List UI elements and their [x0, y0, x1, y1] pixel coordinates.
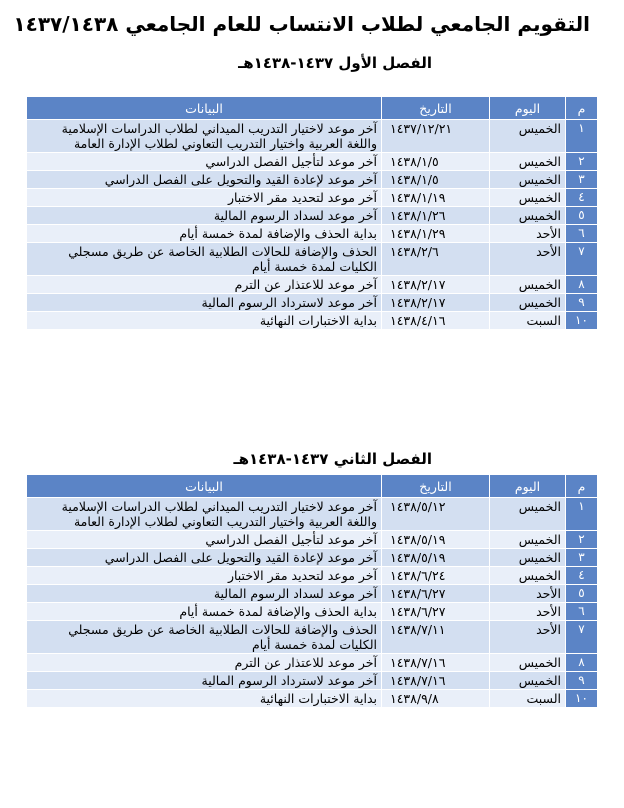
row-day: الخميس: [490, 120, 566, 153]
row-description: آخر موعد لإعادة القيد والتحويل على الفصل الدراسي: [27, 171, 382, 189]
table-row: [27, 312, 598, 330]
table-row: [27, 567, 598, 585]
row-day: الخميس: [490, 171, 566, 189]
row-date: ١٤٣٨/٢/١٧: [382, 294, 490, 312]
row-day: الأحد: [490, 243, 566, 276]
header-day: اليوم: [490, 475, 566, 498]
row-date: ١٤٣٨/١/٢٦: [382, 207, 490, 225]
row-number: ٦: [566, 603, 598, 621]
semester2-rows: [27, 498, 598, 708]
row-description: آخر موعد لإعادة القيد والتحويل على الفصل الدراسي: [27, 549, 382, 567]
header-desc: البيانات: [27, 475, 382, 498]
row-date: ١٤٣٨/١/٢٩: [382, 225, 490, 243]
row-day: الأحد: [490, 603, 566, 621]
semester2-table: [26, 474, 598, 708]
row-date: ١٤٣٨/٥/١٢: [382, 498, 490, 531]
row-number: ٣: [566, 171, 598, 189]
row-number: ٤: [566, 567, 598, 585]
row-day: الخميس: [490, 276, 566, 294]
row-day: الأحد: [490, 621, 566, 654]
table-row: [27, 225, 598, 243]
row-day: السبت: [490, 690, 566, 708]
row-description: بداية الاختبارات النهائية: [27, 690, 382, 708]
row-number: ٨: [566, 276, 598, 294]
table-row: [27, 294, 598, 312]
row-date: ١٤٣٨/١/٥: [382, 171, 490, 189]
table-row: [27, 690, 598, 708]
table-row: [27, 276, 598, 294]
table-row: [27, 189, 598, 207]
semester1-rows: [27, 120, 598, 330]
table-row: [27, 585, 598, 603]
header-day: اليوم: [490, 97, 566, 120]
table-row: [27, 120, 598, 153]
row-number: ٣: [566, 549, 598, 567]
semester2-title: الفصل الثاني ١٤٣٧-١٤٣٨هـ: [233, 450, 432, 468]
semester1-table: [26, 96, 598, 330]
row-description: آخر موعد لاسترداد الرسوم المالية: [27, 672, 382, 690]
row-day: الخميس: [490, 672, 566, 690]
row-number: ٧: [566, 621, 598, 654]
row-description: آخر موعد لتأجيل الفصل الدراسي: [27, 153, 382, 171]
row-description: آخر موعد لسداد الرسوم المالية: [27, 585, 382, 603]
row-description: آخر موعد لتحديد مقر الاختبار: [27, 189, 382, 207]
row-day: الخميس: [490, 531, 566, 549]
row-date: ١٤٣٨/٥/١٩: [382, 531, 490, 549]
row-description: الحذف والإضافة للحالات الطلابية الخاصة عن طريق مسجلي الكليات لمدة خمسة أيام: [27, 621, 382, 654]
row-date: ١٤٣٨/٧/١٦: [382, 654, 490, 672]
table-row: [27, 654, 598, 672]
table-row: [27, 498, 598, 531]
row-date: ١٤٣٨/٩/٨: [382, 690, 490, 708]
row-description: آخر موعد لتأجيل الفصل الدراسي: [27, 531, 382, 549]
row-description: آخر موعد للاعتذار عن الترم: [27, 276, 382, 294]
table-row: [27, 531, 598, 549]
row-description: آخر موعد لاسترداد الرسوم المالية: [27, 294, 382, 312]
row-description: آخر موعد للاعتذار عن الترم: [27, 654, 382, 672]
row-description: آخر موعد لتحديد مقر الاختبار: [27, 567, 382, 585]
row-day: الأحد: [490, 585, 566, 603]
row-day: الأحد: [490, 225, 566, 243]
row-date: ١٤٣٨/٢/١٧: [382, 276, 490, 294]
row-description: آخر موعد لاختيار التدريب الميداني لطلاب الدراسات الإسلامية واللغة العربية واختيار التدريب التعاوني لطلاب الإدارة العامة: [27, 498, 382, 531]
row-number: ١٠: [566, 312, 598, 330]
table-row: [27, 243, 598, 276]
header-num: م: [566, 97, 598, 120]
row-date: ١٤٣٨/٢/٦: [382, 243, 490, 276]
row-date: ١٤٣٧/١٢/٢١: [382, 120, 490, 153]
table-row: [27, 603, 598, 621]
row-number: ٥: [566, 585, 598, 603]
row-number: ٧: [566, 243, 598, 276]
table-row: [27, 672, 598, 690]
row-number: ٢: [566, 153, 598, 171]
row-number: ٨: [566, 654, 598, 672]
row-day: الخميس: [490, 207, 566, 225]
row-day: الخميس: [490, 153, 566, 171]
row-number: ١: [566, 120, 598, 153]
row-day: الخميس: [490, 654, 566, 672]
row-date: ١٤٣٨/٧/١١: [382, 621, 490, 654]
header-date: التاريخ: [382, 97, 490, 120]
row-day: السبت: [490, 312, 566, 330]
row-description: بداية الحذف والإضافة لمدة خمسة أيام: [27, 225, 382, 243]
row-day: الخميس: [490, 189, 566, 207]
header-desc: البيانات: [27, 97, 382, 120]
row-description: الحذف والإضافة للحالات الطلابية الخاصة عن طريق مسجلي الكليات لمدة خمسة أيام: [27, 243, 382, 276]
row-date: ١٤٣٨/٦/٢٧: [382, 603, 490, 621]
row-date: ١٤٣٨/٦/٢٧: [382, 585, 490, 603]
table-row: [27, 621, 598, 654]
row-date: ١٤٣٨/٤/١٦: [382, 312, 490, 330]
row-number: ١٠: [566, 690, 598, 708]
table-header-row: [27, 475, 598, 498]
table-row: [27, 171, 598, 189]
row-date: ١٤٣٨/١/٥: [382, 153, 490, 171]
row-number: ٩: [566, 294, 598, 312]
table-row: [27, 153, 598, 171]
row-description: بداية الحذف والإضافة لمدة خمسة أيام: [27, 603, 382, 621]
row-date: ١٤٣٨/٦/٢٤: [382, 567, 490, 585]
row-day: الخميس: [490, 549, 566, 567]
table-header-row: [27, 97, 598, 120]
header-date: التاريخ: [382, 475, 490, 498]
row-date: ١٤٣٨/٧/١٦: [382, 672, 490, 690]
row-description: آخر موعد لسداد الرسوم المالية: [27, 207, 382, 225]
row-number: ٥: [566, 207, 598, 225]
row-day: الخميس: [490, 498, 566, 531]
page-title: التقويم الجامعي لطلاب الانتساب للعام الجامعي ١٤٣٧/١٤٣٨: [13, 12, 590, 36]
row-number: ٦: [566, 225, 598, 243]
row-day: الخميس: [490, 294, 566, 312]
header-num: م: [566, 475, 598, 498]
row-number: ٤: [566, 189, 598, 207]
row-number: ٩: [566, 672, 598, 690]
row-number: ٢: [566, 531, 598, 549]
table-row: [27, 207, 598, 225]
row-day: الخميس: [490, 567, 566, 585]
row-number: ١: [566, 498, 598, 531]
row-description: بداية الاختبارات النهائية: [27, 312, 382, 330]
table-row: [27, 549, 598, 567]
row-description: آخر موعد لاختيار التدريب الميداني لطلاب الدراسات الإسلامية واللغة العربية واختيار التدريب التعاوني لطلاب الإدارة العامة: [27, 120, 382, 153]
row-date: ١٤٣٨/٥/١٩: [382, 549, 490, 567]
row-date: ١٤٣٨/١/١٩: [382, 189, 490, 207]
semester1-title: الفصل الأول ١٤٣٧-١٤٣٨هـ: [238, 54, 432, 72]
